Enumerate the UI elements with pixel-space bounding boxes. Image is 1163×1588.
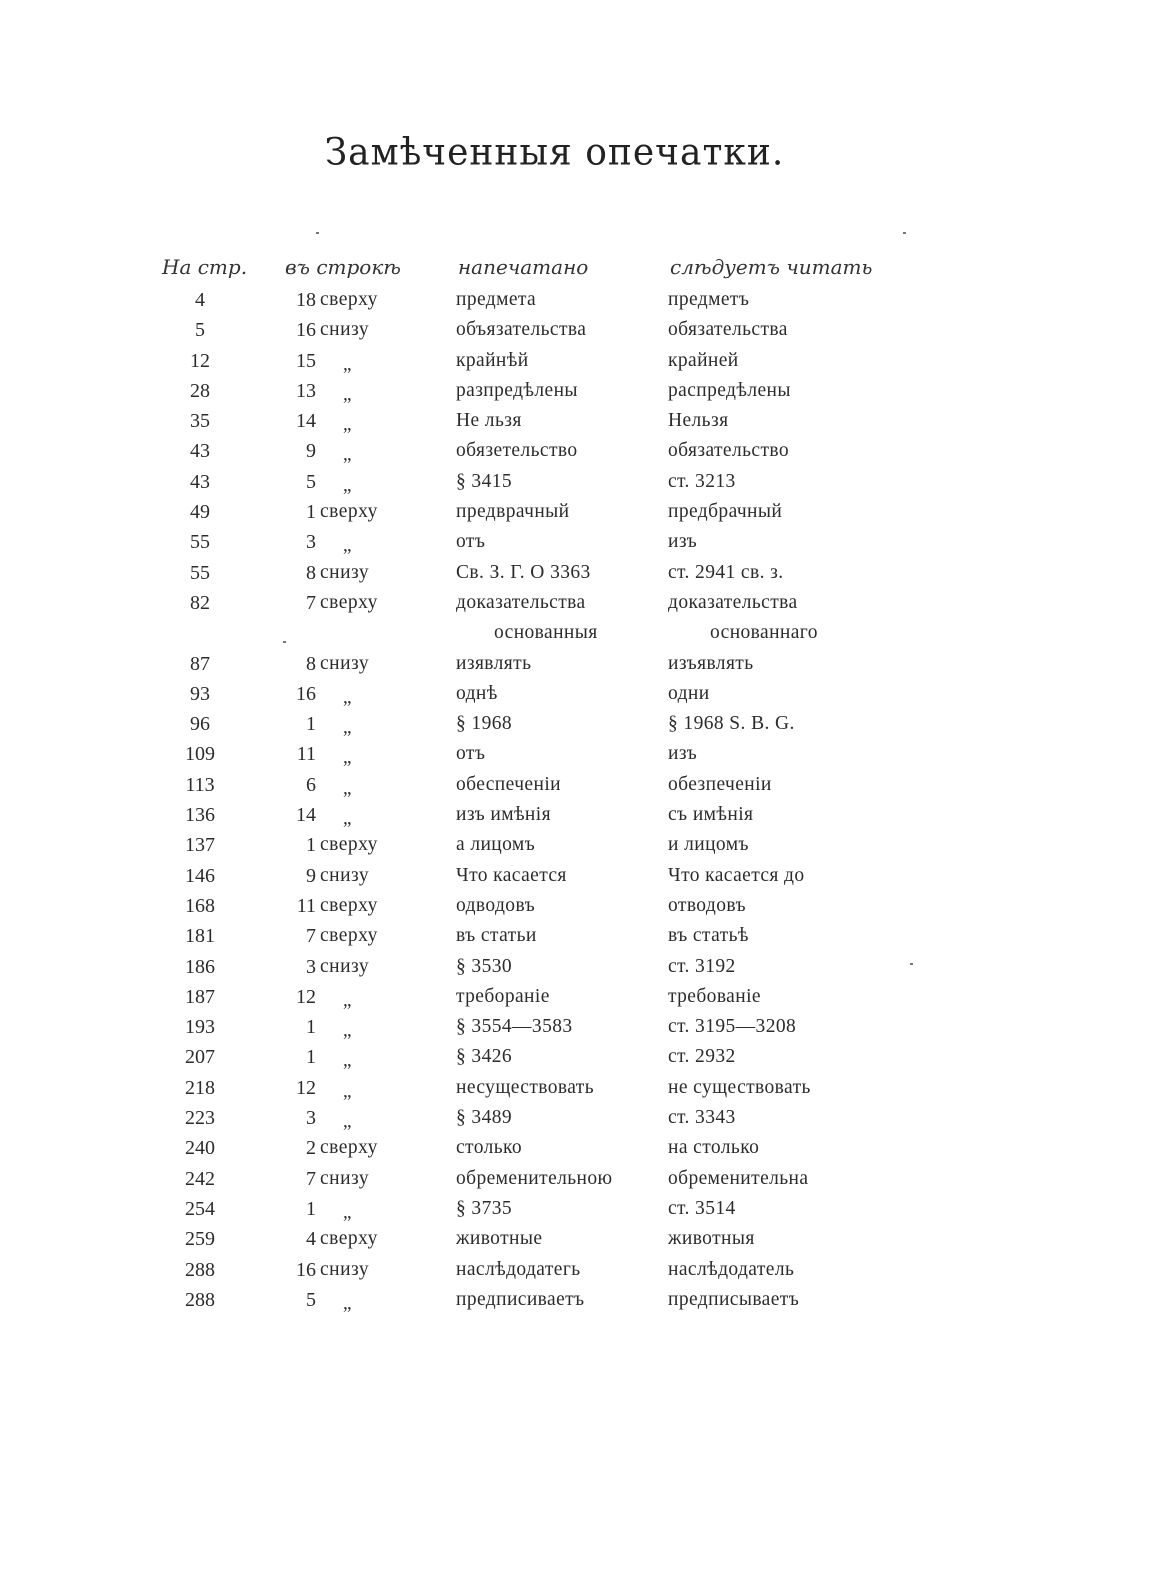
table-row [0, 1168, 1163, 1198]
line-position: „ [343, 535, 352, 557]
correct-text: обязательства [668, 319, 788, 341]
page-number: 55 [190, 561, 210, 584]
page-number: 223 [185, 1107, 215, 1130]
printed-text: изявлять [456, 652, 532, 674]
line-position: „ [343, 777, 352, 799]
table-row [0, 1259, 1163, 1289]
page-number: 93 [190, 682, 210, 705]
line-position: „ [343, 989, 352, 1011]
page-number: 12 [190, 349, 210, 372]
line-position: сверху [320, 1137, 378, 1159]
correct-text: ст. 3514 [668, 1197, 736, 1219]
correct-text: отводовъ [668, 894, 746, 916]
printed-text: § 3426 [456, 1046, 513, 1068]
table-row [0, 1046, 1163, 1076]
column-header-read: слѣдуетъ читать [670, 255, 873, 279]
line-number: 8 [306, 652, 316, 675]
correct-text: и лицомъ [668, 834, 749, 856]
page-title: Замѣченныя опечатки. [324, 130, 785, 175]
line-number: 13 [296, 379, 316, 402]
table-row [0, 834, 1163, 864]
table-row [0, 319, 1163, 349]
line-position: сверху [320, 925, 378, 947]
correct-text: съ имѣнія [668, 804, 754, 826]
correct-text: обезпеченіи [668, 773, 772, 795]
printed-text: объязательства [456, 319, 587, 341]
correct-text: животныя [668, 1228, 755, 1250]
page-number: 186 [185, 955, 215, 978]
correct-text: обременительна [668, 1167, 809, 1189]
table-row [0, 956, 1163, 986]
line-position: снизу [320, 1258, 370, 1280]
page-number: 242 [185, 1167, 215, 1190]
page-number: 146 [185, 864, 215, 887]
table-row [0, 380, 1163, 410]
line-position: снизу [320, 652, 370, 674]
printed-text: § 3735 [456, 1197, 513, 1219]
line-number: 7 [306, 925, 316, 948]
line-position: „ [343, 1111, 352, 1133]
line-position: „ [343, 808, 352, 830]
page-number: 136 [185, 804, 215, 827]
line-position: „ [343, 444, 352, 466]
correct-text: изъ [668, 743, 698, 765]
line-position: сверху [320, 501, 378, 523]
page-number: 5 [195, 319, 205, 342]
line-position: сверху [320, 834, 378, 856]
printed-text: животные [456, 1228, 543, 1250]
printed-text: однѣ [456, 682, 498, 704]
correct-text: требованіе [668, 985, 761, 1007]
correct-text: распредѣлены [668, 379, 791, 401]
table-row [0, 501, 1163, 531]
printed-text: обязетельство [456, 440, 578, 462]
table-row [0, 925, 1163, 955]
line-number: 9 [306, 440, 316, 463]
printed-text: предписиваетъ [456, 1288, 585, 1310]
correct-text: доказательства [668, 591, 798, 613]
page-number: 181 [185, 925, 215, 948]
page-number: 288 [185, 1258, 215, 1281]
printed-text: обременительною [456, 1167, 613, 1189]
table-row [0, 562, 1163, 592]
correct-text: ст. 2941 св. з. [668, 561, 784, 583]
line-position: снизу [320, 561, 370, 583]
table-row [0, 804, 1163, 834]
page-number: 168 [185, 894, 215, 917]
page-number: 254 [185, 1197, 215, 1220]
line-number: 1 [306, 1016, 316, 1039]
line-number: 18 [296, 289, 316, 311]
printed-text: а лицомъ [456, 834, 536, 856]
line-number: 9 [306, 864, 316, 887]
table-row [0, 986, 1163, 1016]
line-position: снизу [320, 319, 370, 341]
scan-speck [283, 641, 286, 643]
errata-table [0, 289, 1163, 1319]
table-row [0, 410, 1163, 440]
correct-text: § 1968 S. B. G. [668, 713, 795, 735]
printed-text: несуществовать [456, 1076, 594, 1098]
line-number: 3 [306, 1107, 316, 1130]
printed-text: Св. З. Г. О 3363 [456, 561, 591, 583]
line-number: 16 [296, 682, 316, 705]
line-position: сверху [320, 894, 378, 916]
line-position: сверху [320, 289, 378, 310]
table-row [0, 713, 1163, 743]
printed-text: крайнѣй [456, 349, 529, 371]
line-number: 15 [296, 349, 316, 372]
line-position: сверху [320, 1228, 378, 1250]
correct-text: ст. 3192 [668, 955, 736, 977]
page-number: 288 [185, 1288, 215, 1311]
line-position: снизу [320, 864, 370, 886]
printed-text: предмета [456, 289, 537, 310]
line-position: „ [343, 414, 352, 436]
line-number: 11 [296, 894, 316, 917]
correct-text: ст. 3343 [668, 1107, 736, 1129]
column-header-page: На стр. [162, 255, 248, 279]
line-number: 1 [306, 834, 316, 857]
page-number: 4 [195, 289, 205, 311]
correct-text: ст. 3195—3208 [668, 1016, 797, 1038]
printed-text: изъ имѣнія [456, 804, 551, 826]
table-row [0, 471, 1163, 501]
table-row [0, 1228, 1163, 1258]
page-number: 87 [190, 652, 210, 675]
printed-text: предврачный [456, 501, 570, 523]
line-number: 3 [306, 955, 316, 978]
line-number: 1 [306, 1046, 316, 1069]
table-header [0, 255, 1163, 285]
correct-text: предбрачный [668, 501, 783, 523]
printed-text: Что касается [456, 864, 567, 886]
line-number: 7 [306, 1167, 316, 1190]
printed-text: § 3489 [456, 1107, 513, 1129]
table-row [0, 289, 1163, 319]
page-number: 82 [190, 591, 210, 614]
line-number: 14 [296, 410, 316, 433]
page-number: 259 [185, 1228, 215, 1251]
scan-speck [316, 232, 319, 234]
table-row [0, 774, 1163, 804]
line-number: 5 [306, 470, 316, 493]
printed-text: одводовъ [456, 894, 536, 916]
printed-text: требораніе [456, 985, 550, 1007]
line-number: 2 [306, 1137, 316, 1160]
table-row [0, 1289, 1163, 1319]
line-number: 8 [306, 561, 316, 584]
column-header-printed: напечатано [458, 255, 589, 279]
correct-text: изъ [668, 531, 698, 553]
scan-speck [910, 963, 913, 965]
correct-text: основаннаго [710, 622, 818, 644]
table-row [0, 531, 1163, 561]
printed-text: наслѣдодатегь [456, 1258, 581, 1280]
correct-text: одни [668, 682, 710, 704]
page-number: 28 [190, 379, 210, 402]
correct-text: на столько [668, 1137, 760, 1159]
correct-text: Нельзя [668, 410, 729, 432]
page-number: 193 [185, 1016, 215, 1039]
correct-text: предписываетъ [668, 1288, 800, 1310]
line-number: 14 [296, 804, 316, 827]
correct-text: обязательство [668, 440, 790, 462]
page-number: 207 [185, 1046, 215, 1069]
correct-text: въ статьѣ [668, 925, 749, 947]
page-number: 55 [190, 531, 210, 554]
line-position: „ [343, 1292, 352, 1314]
line-number: 3 [306, 531, 316, 554]
table-row [0, 743, 1163, 773]
page-number: 49 [190, 501, 210, 524]
page-number: 113 [185, 773, 215, 796]
table-row [0, 653, 1163, 683]
line-position: „ [343, 717, 352, 739]
line-number: 12 [296, 1076, 316, 1099]
line-position: снизу [320, 955, 370, 977]
printed-text: въ статьи [456, 925, 537, 947]
line-position: „ [343, 686, 352, 708]
table-row [0, 1077, 1163, 1107]
printed-text: § 3554—3583 [456, 1016, 573, 1038]
printed-text: § 3530 [456, 955, 513, 977]
table-row [0, 350, 1163, 380]
printed-text: Не льзя [456, 410, 522, 432]
page-number: 218 [185, 1076, 215, 1099]
line-number: 12 [296, 985, 316, 1008]
page-number: 96 [190, 713, 210, 736]
line-position: „ [343, 383, 352, 405]
table-row [0, 1198, 1163, 1228]
correct-text: не существовать [668, 1076, 811, 1098]
correct-text: крайней [668, 349, 739, 371]
table-row [0, 440, 1163, 470]
printed-text: отъ [456, 743, 486, 765]
page-number: 240 [185, 1137, 215, 1160]
table-row [0, 683, 1163, 713]
correct-text: изъявлять [668, 652, 754, 674]
table-row [0, 865, 1163, 895]
page-number: 43 [190, 470, 210, 493]
line-number: 1 [306, 501, 316, 524]
page-number: 187 [185, 985, 215, 1008]
line-number: 4 [306, 1228, 316, 1251]
table-row [0, 1107, 1163, 1137]
printed-text: основанныя [494, 622, 598, 644]
page-number: 35 [190, 410, 210, 433]
correct-text: ст. 3213 [668, 470, 736, 492]
line-position: „ [343, 474, 352, 496]
page-number: 109 [185, 743, 215, 766]
table-row [0, 1016, 1163, 1046]
printed-text: столько [456, 1137, 523, 1159]
printed-text: § 3415 [456, 470, 513, 492]
printed-text: разпредѣлены [456, 379, 578, 401]
line-position: „ [343, 1020, 352, 1042]
line-number: 1 [306, 1197, 316, 1220]
line-position: „ [343, 1050, 352, 1072]
line-number: 16 [296, 319, 316, 342]
printed-text: доказательства [456, 591, 586, 613]
line-position: „ [343, 1201, 352, 1223]
line-position: „ [343, 747, 352, 769]
column-header-line: въ строкѣ [285, 255, 401, 279]
line-number: 16 [296, 1258, 316, 1281]
table-row-continuation [0, 622, 1163, 652]
line-number: 6 [306, 773, 316, 796]
line-number: 5 [306, 1288, 316, 1311]
printed-text: § 1968 [456, 713, 513, 735]
page-number: 137 [185, 834, 215, 857]
printed-text: обеспеченіи [456, 773, 561, 795]
line-number: 11 [296, 743, 316, 766]
table-row [0, 1137, 1163, 1167]
correct-text: Что касается до [668, 864, 805, 886]
correct-text: ст. 2932 [668, 1046, 736, 1068]
printed-text: отъ [456, 531, 486, 553]
scan-speck [903, 232, 906, 234]
line-position: сверху [320, 591, 378, 613]
line-position: „ [343, 353, 352, 375]
correct-text: наслѣдодатель [668, 1258, 795, 1280]
correct-text: предметъ [668, 289, 750, 310]
table-row [0, 592, 1163, 622]
line-position: снизу [320, 1167, 370, 1189]
line-number: 7 [306, 591, 316, 614]
page-number: 43 [190, 440, 210, 463]
line-number: 1 [306, 713, 316, 736]
table-row [0, 895, 1163, 925]
line-position: „ [343, 1080, 352, 1102]
